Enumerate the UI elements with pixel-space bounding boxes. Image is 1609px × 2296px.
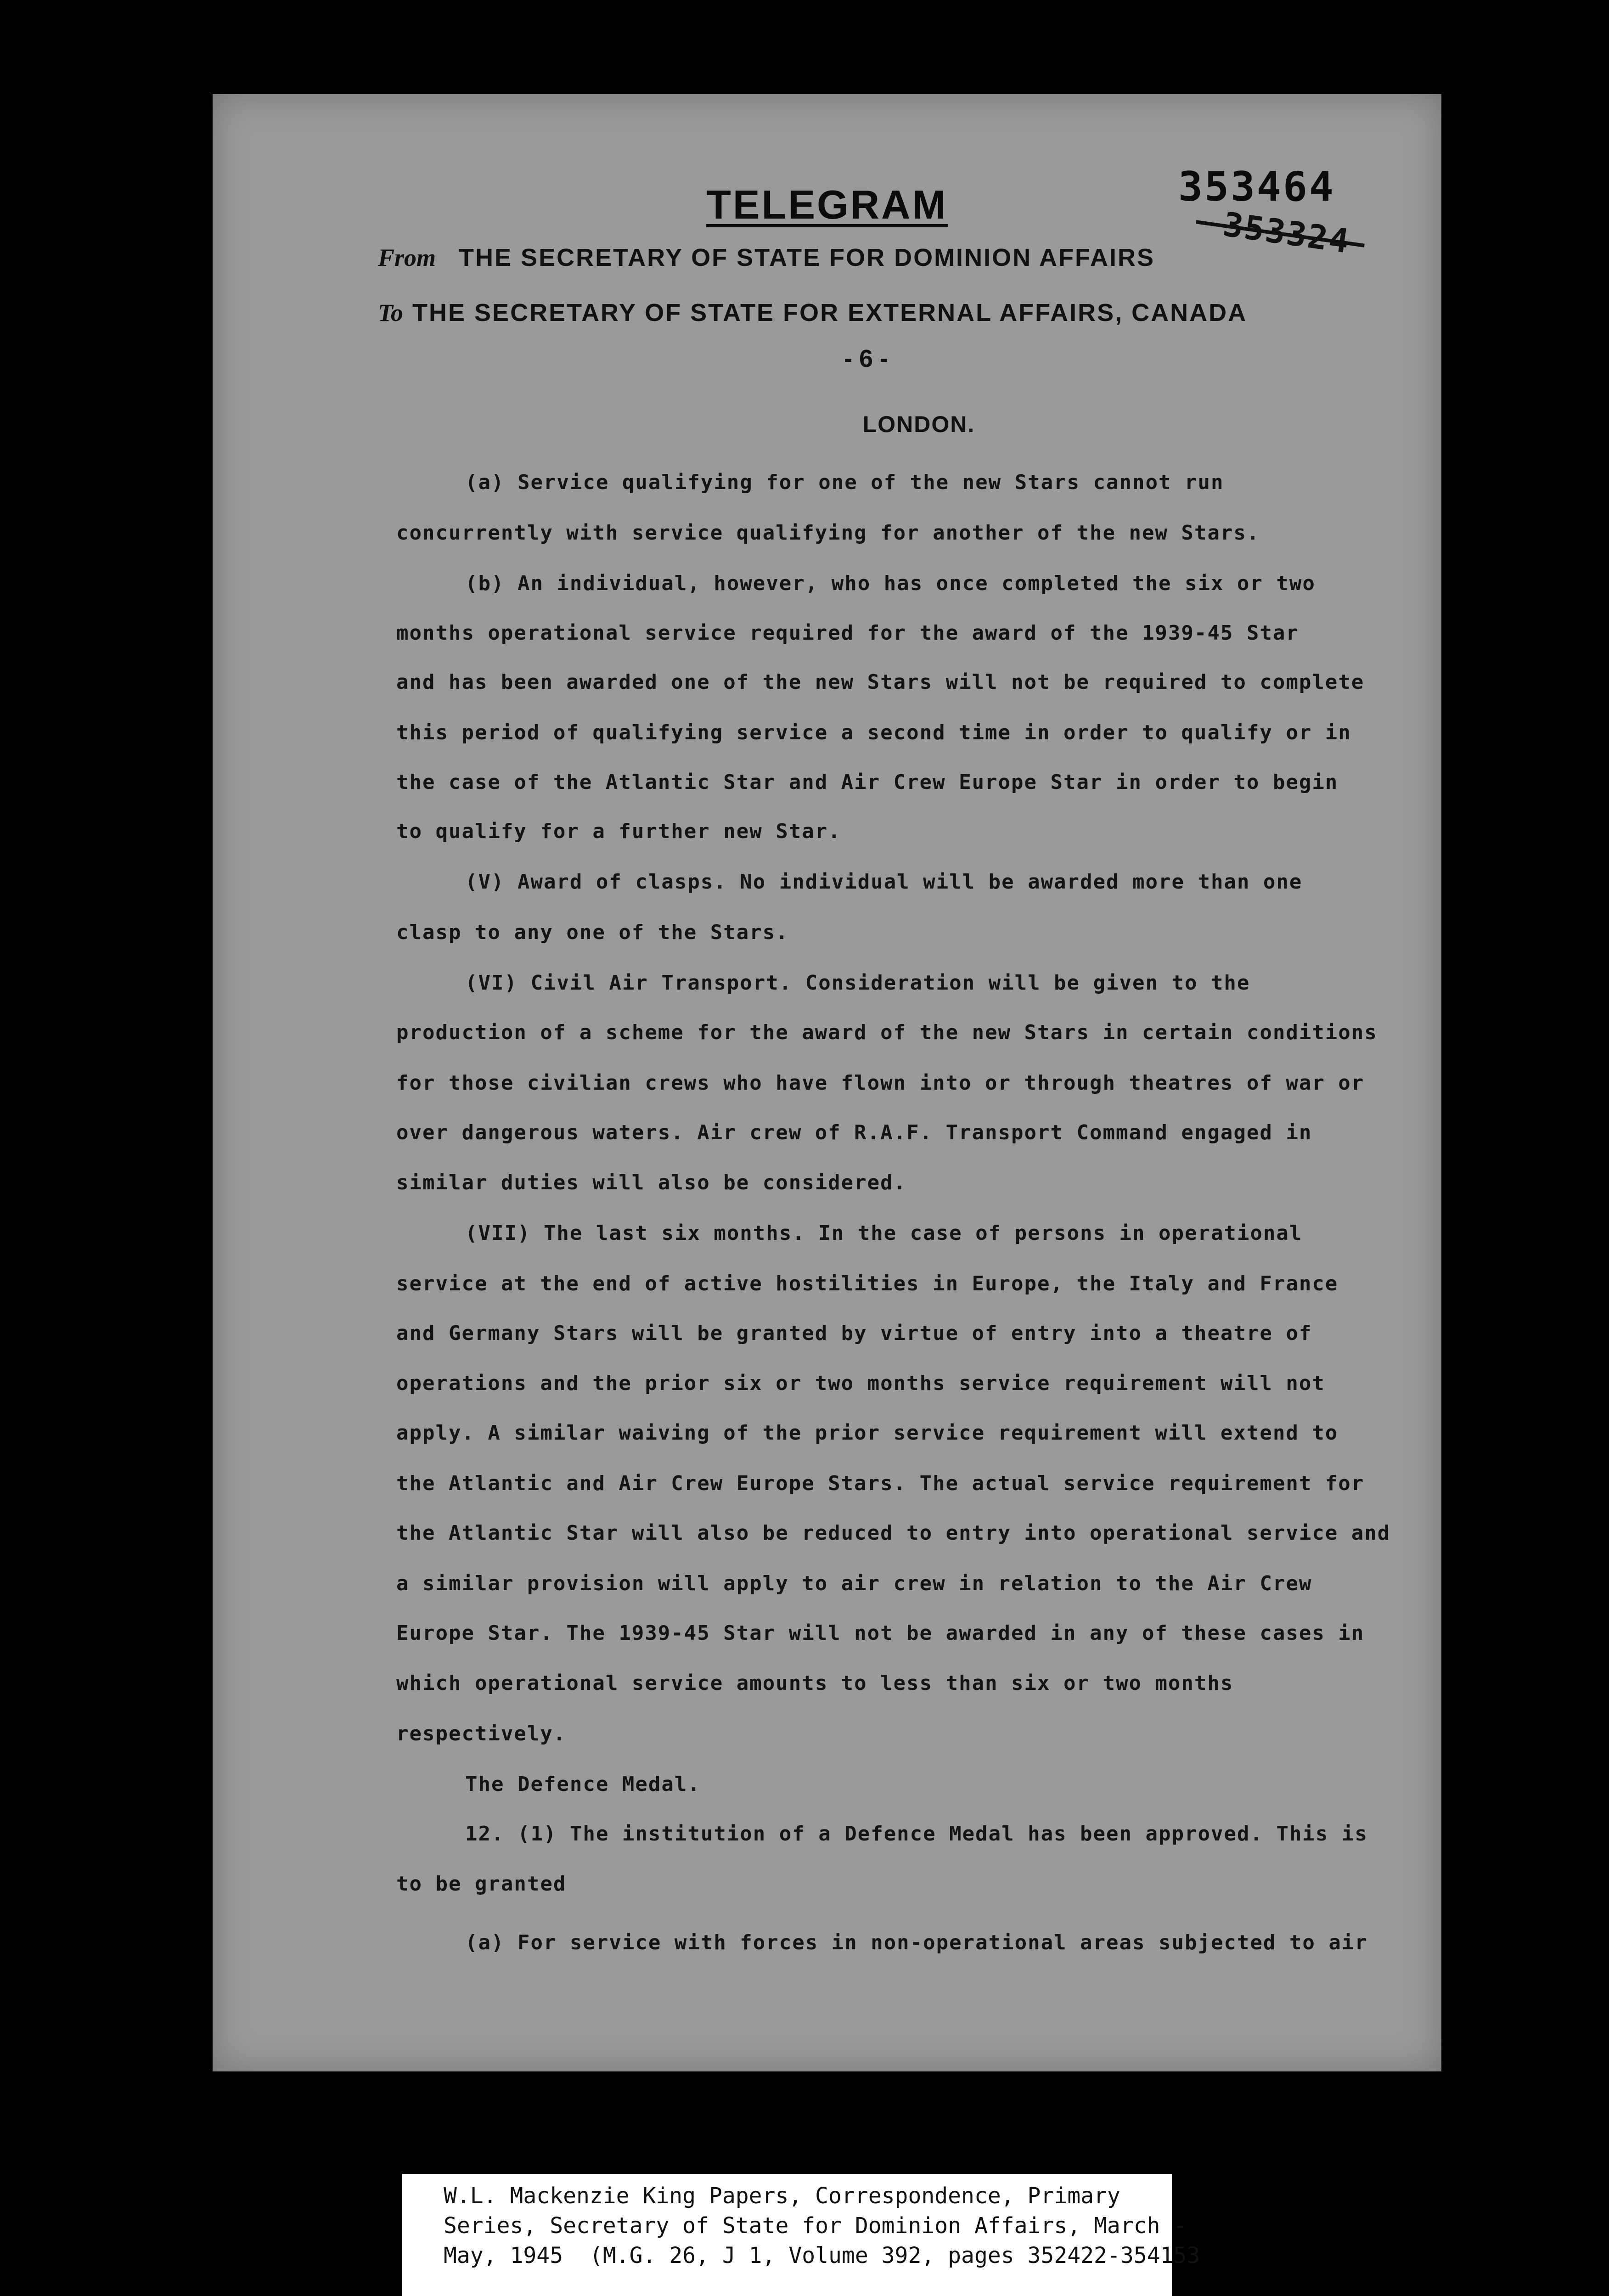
telegram-title — [213, 181, 1441, 228]
body-line: to be granted — [396, 1872, 567, 1896]
to-text: THE SECRETARY OF STATE FOR EXTERNAL AFFAIRS, CANADA — [412, 299, 1248, 326]
body-line: (VI) Civil Air Transport. Consideration will be given to the — [465, 971, 1250, 995]
from-text: THE SECRETARY OF STATE FOR DOMINION AFFAIRS — [459, 244, 1155, 271]
from-line — [378, 243, 1155, 272]
body-line: months operational service required for the award of the 1939-45 Star — [396, 621, 1299, 645]
body-line: concurrently with service qualifying for another of the new Stars. — [396, 521, 1260, 545]
body-line: apply. A similar waiving of the prior service requirement will extend to — [396, 1421, 1339, 1445]
body-line: over dangerous waters. Air crew of R.A.F. Transport Command engaged in — [396, 1121, 1312, 1144]
to-line — [378, 298, 1247, 327]
body-line: the case of the Atlantic Star and Air Crew Europe Star in order to begin — [396, 771, 1339, 794]
body-line: (a) Service qualifying for one of the new Stars cannot run — [465, 471, 1224, 494]
body-line: and Germany Stars will be granted by virtue of entry into a theatre of — [396, 1322, 1312, 1345]
body-line: 12. (1) The institution of a Defence Medal has been approved. This is — [465, 1822, 1368, 1846]
document-number: 353464 — [1178, 163, 1335, 210]
body-line: clasp to any one of the Stars. — [396, 921, 789, 944]
body-line: similar duties will also be considered. — [396, 1171, 907, 1194]
body-line: operations and the prior six or two months service requirement will not — [396, 1372, 1325, 1395]
body-line: for those civilian crews who have flown into or through theatres of war or — [396, 1071, 1365, 1095]
body-line: (b) An individual, however, who has once completed the six or two — [465, 572, 1316, 595]
body-line: (VII) The last six months. In the case of persons in operational — [465, 1221, 1303, 1245]
location-london: LONDON. — [862, 411, 975, 437]
old-document-number: 353324 — [1221, 205, 1353, 261]
body-line: the Atlantic and Air Crew Europe Stars. The actual service requirement for — [396, 1472, 1365, 1495]
body-line: service at the end of active hostilities in Europe, the Italy and France — [396, 1272, 1339, 1295]
page-marker: - 6 - — [844, 345, 888, 372]
caption-line: May, 1945 (M.G. 26, J 1, Volume 392, pages 352422-354153 — [444, 2243, 1200, 2268]
body-line: respectively. — [396, 1722, 567, 1745]
body-line: this period of qualifying service a second time in order to qualify or in — [396, 721, 1351, 744]
body-line: a similar provision will apply to air crew in relation to the Air Crew — [396, 1572, 1312, 1595]
body-line: the Atlantic Star will also be reduced to entry into operational service and — [396, 1521, 1391, 1545]
body-line: which operational service amounts to less than six or two months — [396, 1671, 1234, 1695]
body-line: and has been awarded one of the new Stars will not be required to complete — [396, 670, 1365, 694]
body-line: Europe Star. The 1939-45 Star will not be awarded in any of these cases in — [396, 1621, 1365, 1645]
to-label: To — [378, 299, 404, 326]
body-line: The Defence Medal. — [465, 1773, 701, 1796]
archive-caption-card — [402, 2174, 1200, 2296]
body-line: (a) For service with forces in non-operational areas subjected to air — [465, 1931, 1368, 1954]
telegram-page — [213, 94, 1441, 2071]
body-line: production of a scheme for the award of the new Stars in certain conditions — [396, 1021, 1378, 1044]
caption-line: Series, Secretary of State for Dominion Affairs, March - — [444, 2213, 1187, 2239]
caption-line: W.L. Mackenzie King Papers, Correspondence, Primary — [444, 2183, 1120, 2209]
from-label: From — [378, 244, 436, 271]
telegram-title-text: TELEGRAM — [706, 182, 948, 227]
body-line: to qualify for a further new Star. — [396, 820, 841, 843]
body-line: (V) Award of clasps. No individual will be awarded more than one — [465, 870, 1303, 894]
